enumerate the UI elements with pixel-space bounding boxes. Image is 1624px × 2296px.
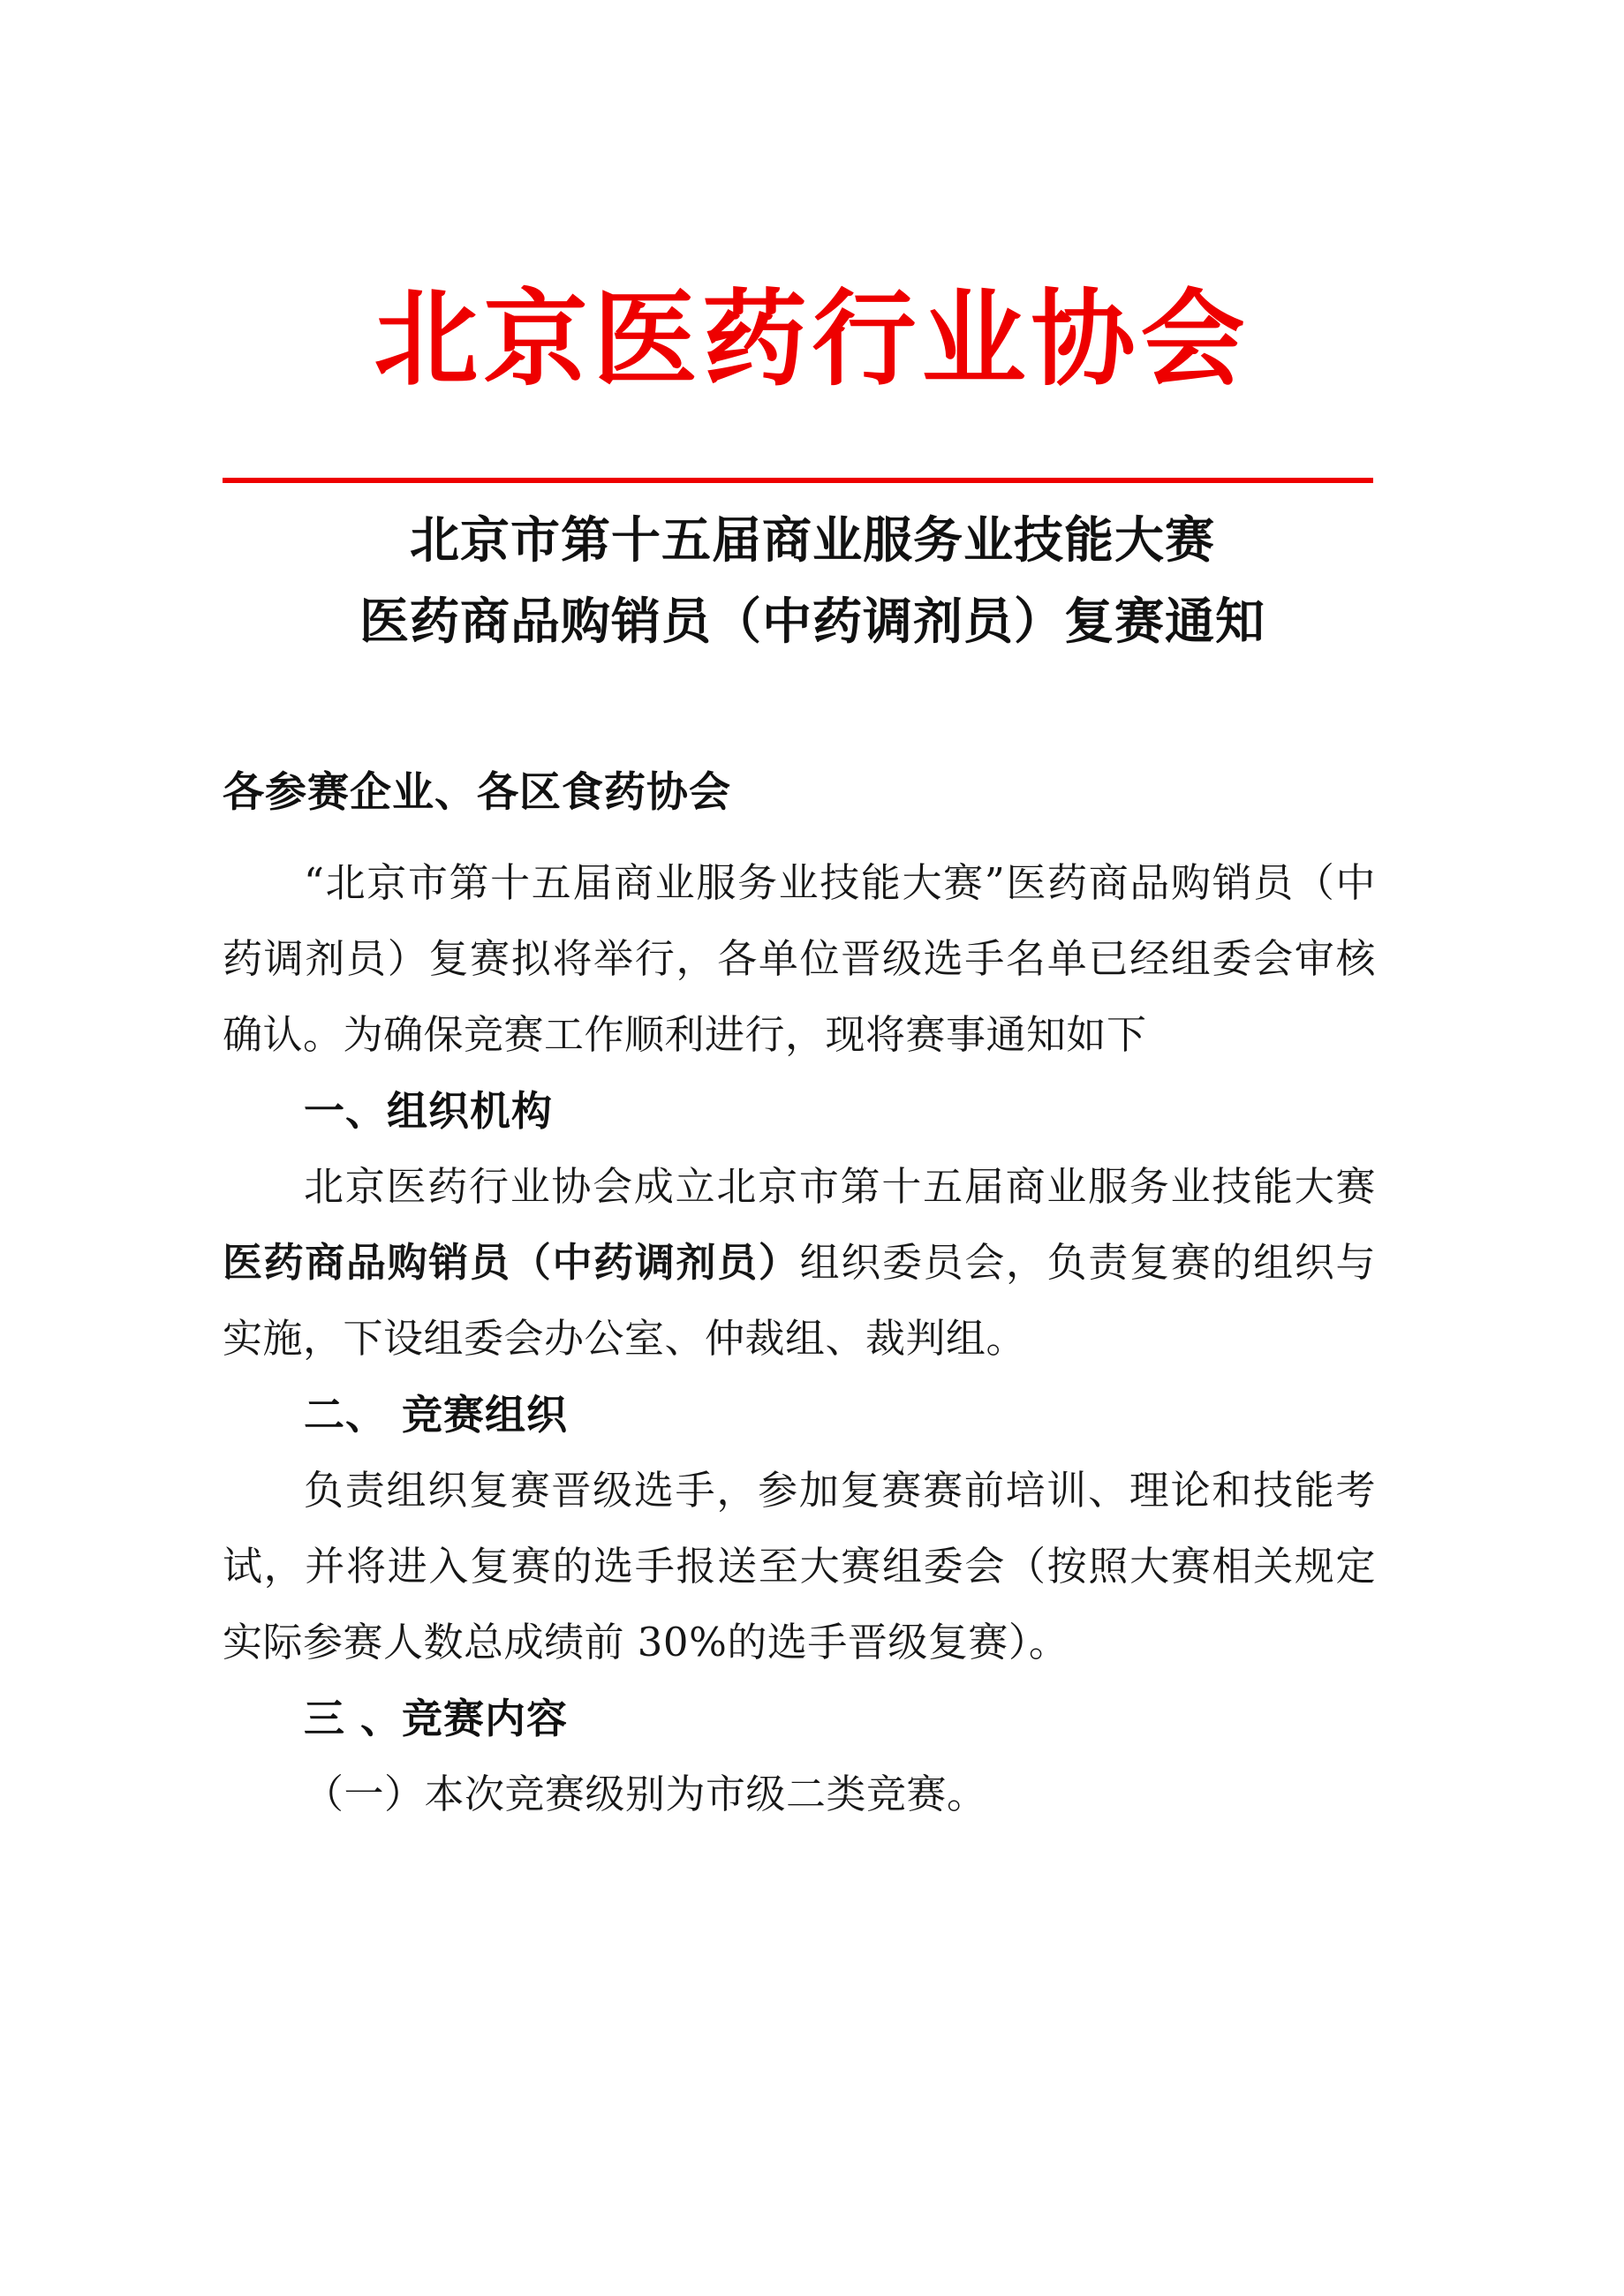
addressee-line: 各参赛企业、各区食药协会: [223, 768, 731, 817]
document-title-line-2: 医药商品购销员（中药调剂员）复赛通知: [359, 593, 1265, 651]
text-run: （一）本次竞赛级别为市级二类竞赛。: [304, 1771, 987, 1817]
organization-title: 北京医药行业协会: [374, 277, 1250, 400]
text-run: 北京医药行业协会成立北京市第十五届商业服务业技能大赛: [304, 1163, 1376, 1210]
document-title: [168, 500, 1457, 662]
text-run: 组织委员会，负责复赛的组织与实施，下设组委会办公室、仲裁组、裁判组。: [223, 1239, 1376, 1362]
section-2-paragraph-1: [223, 1453, 1376, 1680]
section-heading-3: 三 、竞赛内容: [304, 1695, 569, 1742]
section-3-paragraph-1: [223, 1756, 1376, 1832]
section-heading-2: 二、 竞赛组织: [304, 1391, 569, 1439]
section-1-paragraph-1: [223, 1149, 1376, 1377]
text-run: 负责组织复赛晋级选手，参加复赛赛前培训、理论和技能考试，并将进入复赛的选手报送至大赛组委会（按照大赛相关规定实际参赛人数总成绩前 30%的选手晋级复赛）。: [223, 1467, 1376, 1665]
intro-paragraph: “北京市第十五届商业服务业技能大赛”医药商品购销员（中药调剂员）复赛拟将举行，各单位晋级选手名单已经组委会审核确认。为确保竞赛工作顺利进行，现将赛事通知如下: [223, 859, 1376, 1058]
document-body: [223, 755, 1376, 1832]
emphasis-run: 医药商品购销员（中药调剂员）: [223, 1239, 800, 1286]
letterhead-divider-rule: [223, 478, 1373, 483]
document-title-line-1: 北京市第十五届商业服务业技能大赛: [410, 511, 1215, 570]
sections-container: [223, 1073, 1376, 1832]
letterhead: [0, 277, 1624, 400]
section-heading-1: 一、组织机构: [304, 1087, 553, 1135]
